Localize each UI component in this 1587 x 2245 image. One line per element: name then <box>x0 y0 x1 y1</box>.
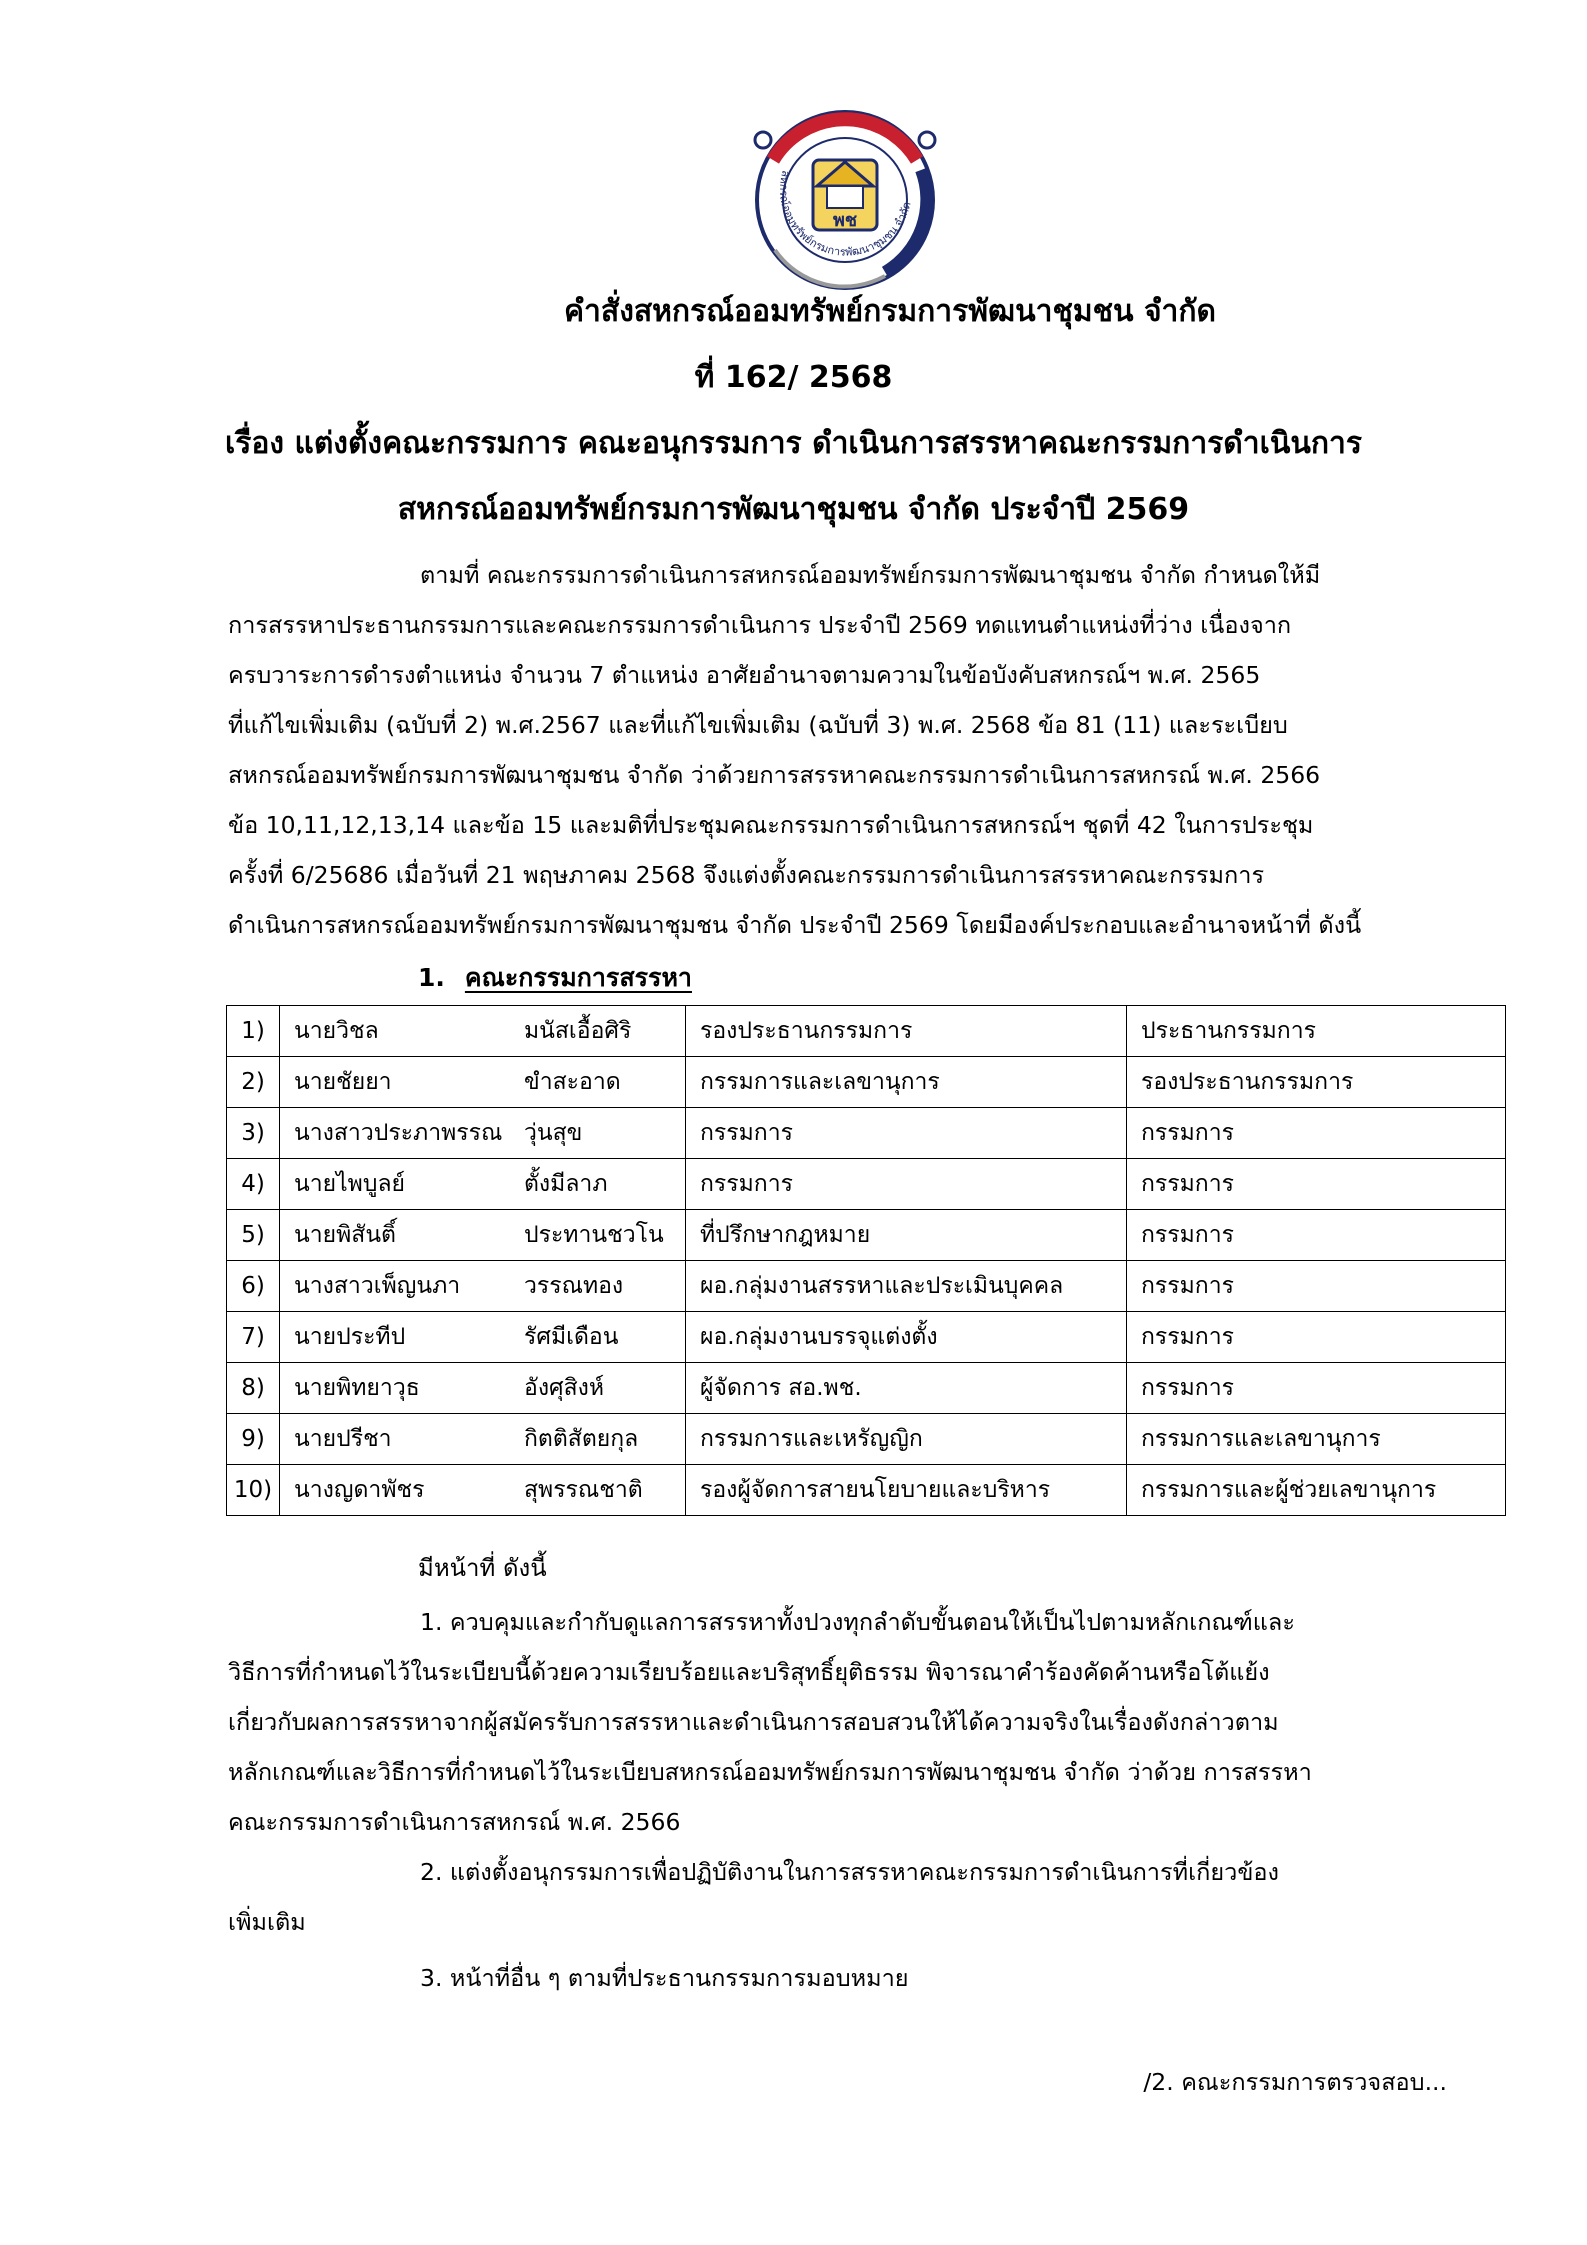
seal-text: สหกรณ์ออมทรัพย์กรมการพัฒนาชุมชน จำกัด <box>776 169 914 259</box>
member-first-name: นายวิชล <box>280 1006 521 1057</box>
member-position: กรรมการและเหรัญญิก <box>686 1414 1127 1465</box>
cooperative-emblem-icon <box>735 100 955 300</box>
section-1-heading <box>418 958 692 998</box>
duty-line: เพิ่มเติม <box>228 1908 306 1936</box>
subject-line-2: สหกรณ์ออมทรัพย์กรมการพัฒนาชุมชน จำกัด ประจำปี 2569 <box>397 492 1190 527</box>
member-last-name: วรรณทอง <box>520 1261 686 1312</box>
member-number: 2) <box>227 1057 280 1108</box>
table-row <box>227 1210 1506 1261</box>
member-last-name: กิตติสัตยกุล <box>520 1414 686 1465</box>
committee-members-table <box>226 1005 1506 1516</box>
member-position: กรรมการและเลขานุการ <box>686 1057 1127 1108</box>
member-first-name: นายพิทยาวุธ <box>280 1363 521 1414</box>
member-number: 3) <box>227 1108 280 1159</box>
member-position: กรรมการ <box>686 1159 1127 1210</box>
duty-item-1 <box>228 1597 1446 1847</box>
table-row <box>227 1057 1506 1108</box>
member-last-name: มนัสเอื้อศิริ <box>520 1006 686 1057</box>
subject-line-1: เรื่อง แต่งตั้งคณะกรรมการ คณะอนุกรรมการ ดำเนินการสรรหาคณะกรรมการดำเนินการ <box>225 426 1362 461</box>
order-title: คำสั่งสหกรณ์ออมทรัพย์กรมการพัฒนาชุมชน จำกัด <box>563 294 1217 329</box>
member-number: 1) <box>227 1006 280 1057</box>
table-row <box>227 1312 1506 1363</box>
table-row <box>227 1006 1506 1057</box>
duty-item-3 <box>228 1953 1446 2003</box>
duty-line: 3. หน้าที่อื่น ๆ ตามที่ประธานกรรมการมอบหมาย <box>420 1964 909 1992</box>
member-position: ที่ปรึกษากฎหมาย <box>686 1210 1127 1261</box>
member-number: 10) <box>227 1465 280 1516</box>
duty-line: วิธีการที่กำหนดไว้ในระเบียบนี้ด้วยความเรียบร้อยและบริสุทธิ์ยุติธรรม พิจารณาคำร้องคัดค้านหรือโต้แย้ง <box>228 1658 1270 1686</box>
member-first-name: นายชัยยา <box>280 1057 521 1108</box>
member-first-name: นางสาวประภาพรรณ <box>280 1108 521 1159</box>
table-row <box>227 1159 1506 1210</box>
member-number: 7) <box>227 1312 280 1363</box>
intro-line: ข้อ 10,11,12,13,14 และข้อ 15 และมติที่ประชุมคณะกรรมการดำเนินการสหกรณ์ฯ ชุดที่ 42 ในการประชุม <box>228 811 1314 839</box>
member-number: 4) <box>227 1159 280 1210</box>
member-first-name: นายประทีป <box>280 1312 521 1363</box>
member-first-name: นายไพบูลย์ <box>280 1159 521 1210</box>
member-last-name: อังศุสิงห์ <box>520 1363 686 1414</box>
member-last-name: ประทานชวโน <box>520 1210 686 1261</box>
member-number: 9) <box>227 1414 280 1465</box>
intro-line: ดำเนินการสหกรณ์ออมทรัพย์กรมการพัฒนาชุมชน จำกัด ประจำปี 2569 โดยมีองค์ประกอบและอำนาจหน้าที่ ดังนี้ <box>228 911 1362 939</box>
member-committee-role: กรรมการ <box>1127 1210 1506 1261</box>
table-row <box>227 1465 1506 1516</box>
intro-line: ที่แก้ไขเพิ่มเติม (ฉบับที่ 2) พ.ศ.2567 และที่แก้ไขเพิ่มเติม (ฉบับที่ 3) พ.ศ. 2568 ข้อ 81 (11) และระเบียบ <box>228 711 1288 739</box>
table-row <box>227 1414 1506 1465</box>
member-position: รองประธานกรรมการ <box>686 1006 1127 1057</box>
intro-line: ครั้งที่ 6/25686 เมื่อวันที่ 21 พฤษภาคม 2568 จึงแต่งตั้งคณะกรรมการดำเนินการสรรหาคณะกรรมการ <box>228 861 1265 889</box>
table-row <box>227 1108 1506 1159</box>
intro-line: การสรรหาประธานกรรมการและคณะกรรมการดำเนินการ ประจำปี 2569 ทดแทนตำแหน่งที่ว่าง เนื่องจาก <box>228 611 1292 639</box>
logo-center-text: พช <box>832 210 858 231</box>
member-first-name: นายปรีชา <box>280 1414 521 1465</box>
member-number: 6) <box>227 1261 280 1312</box>
continuation-note: /2. คณะกรรมการตรวจสอบ... <box>1143 2068 1447 2096</box>
member-position: ผอ.กลุ่มงานสรรหาและประเมินบุคคล <box>686 1261 1127 1312</box>
member-position: ผู้จัดการ สอ.พช. <box>686 1363 1127 1414</box>
duty-item-2 <box>228 1847 1446 1947</box>
table-row <box>227 1261 1506 1312</box>
intro-line: สหกรณ์ออมทรัพย์กรมการพัฒนาชุมชน จำกัด ว่าด้วยการสรรหาคณะกรรมการดำเนินการสหกรณ์ พ.ศ. 2566 <box>228 761 1321 789</box>
member-committee-role: กรรมการ <box>1127 1108 1506 1159</box>
intro-paragraph <box>228 550 1446 950</box>
member-last-name: ตั้งมีลาภ <box>520 1159 686 1210</box>
member-last-name: รัศมีเดือน <box>520 1312 686 1363</box>
member-last-name: สุพรรณชาติ <box>520 1465 686 1516</box>
member-position: กรรมการ <box>686 1108 1127 1159</box>
member-last-name: ขำสะอาด <box>520 1057 686 1108</box>
member-first-name: นางญดาพัชร <box>280 1465 521 1516</box>
duties-heading: มีหน้าที่ ดังนี้ <box>418 1554 547 1582</box>
member-committee-role: กรรมการและผู้ช่วยเลขานุการ <box>1127 1465 1506 1516</box>
duty-line: หลักเกณฑ์และวิธีการที่กำหนดไว้ในระเบียบสหกรณ์ออมทรัพย์กรมการพัฒนาชุมชน จำกัด ว่าด้วย การสรรหา <box>228 1758 1312 1786</box>
member-committee-role: กรรมการ <box>1127 1363 1506 1414</box>
member-first-name: นายพิสันติ์ <box>280 1210 521 1261</box>
member-committee-role: กรรมการ <box>1127 1312 1506 1363</box>
section-number: 1. <box>418 963 445 992</box>
table-row <box>227 1363 1506 1414</box>
duty-line: คณะกรรมการดำเนินการสหกรณ์ พ.ศ. 2566 <box>228 1808 681 1836</box>
intro-line: ครบวาระการดำรงตำแหน่ง จำนวน 7 ตำแหน่ง อาศัยอำนาจตามความในข้อบังคับสหกรณ์ฯ พ.ศ. 2565 <box>228 661 1261 689</box>
member-committee-role: ประธานกรรมการ <box>1127 1006 1506 1057</box>
member-position: ผอ.กลุ่มงานบรรจุแต่งตั้ง <box>686 1312 1127 1363</box>
member-number: 5) <box>227 1210 280 1261</box>
section-title: คณะกรรมการสรรหา <box>464 963 692 992</box>
duty-line: 1. ควบคุมและกำกับดูแลการสรรหาทั้งปวงทุกลำดับขั้นตอนให้เป็นไปตามหลักเกณฑ์และ <box>420 1608 1295 1636</box>
member-committee-role: รองประธานกรรมการ <box>1127 1057 1506 1108</box>
member-position: รองผู้จัดการสายนโยบายและบริหาร <box>686 1465 1127 1516</box>
intro-line: ตามที่ คณะกรรมการดำเนินการสหกรณ์ออมทรัพย์กรมการพัฒนาชุมชน จำกัด กำหนดให้มี <box>420 561 1321 589</box>
member-first-name: นางสาวเพ็ญนภา <box>280 1261 521 1312</box>
member-last-name: วุ่นสุข <box>520 1108 686 1159</box>
member-committee-role: กรรมการและเลขานุการ <box>1127 1414 1506 1465</box>
duty-line: 2. แต่งตั้งอนุกรรมการเพื่อปฏิบัติงานในการสรรหาคณะกรรมการดำเนินการที่เกี่ยวข้อง <box>420 1858 1279 1886</box>
duty-line: เกี่ยวกับผลการสรรหาจากผู้สมัครรับการสรรหาและดำเนินการสอบสวนให้ได้ความจริงในเรื่องดังกล่าวตาม <box>228 1708 1279 1736</box>
order-number: ที่ 162/ 2568 <box>694 360 893 395</box>
member-committee-role: กรรมการ <box>1127 1159 1506 1210</box>
member-number: 8) <box>227 1363 280 1414</box>
member-committee-role: กรรมการ <box>1127 1261 1506 1312</box>
